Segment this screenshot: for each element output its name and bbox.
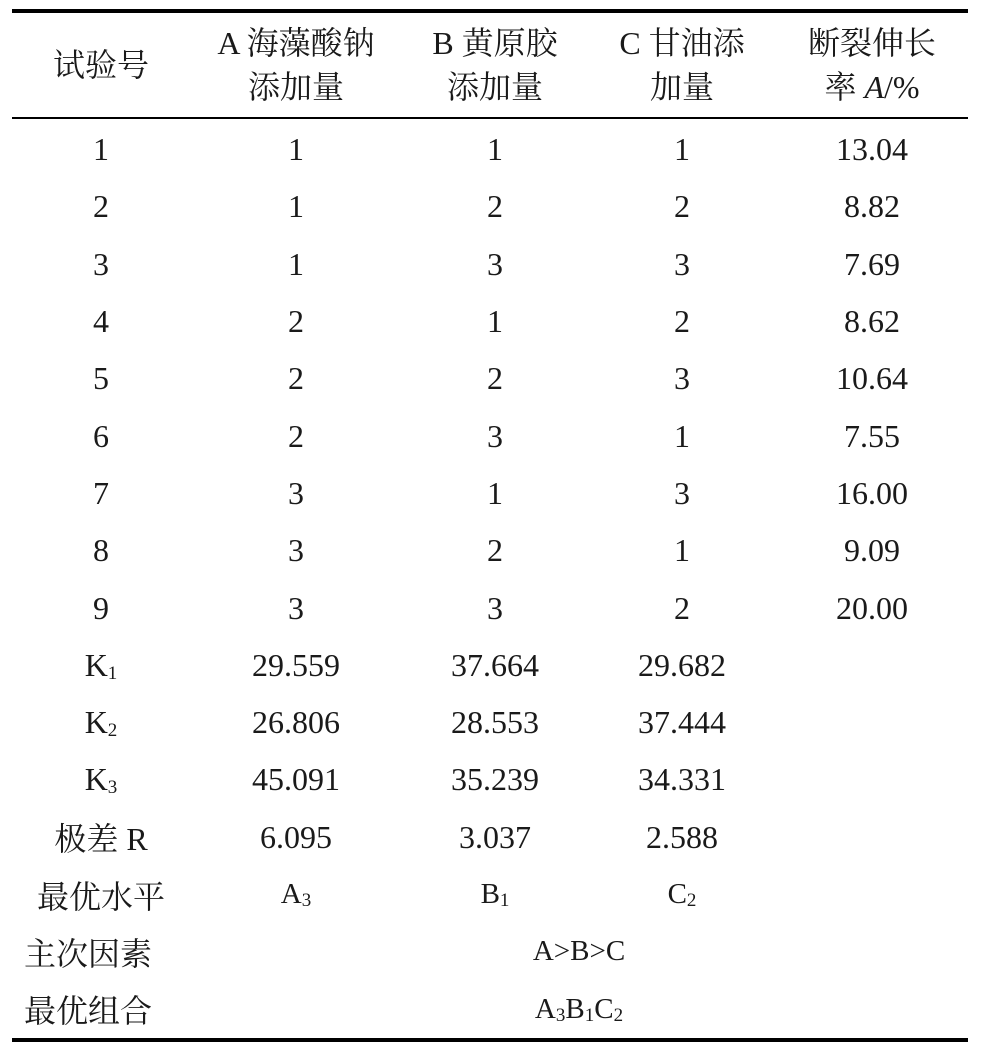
factor-b-cell: 2: [487, 360, 503, 397]
factor-a-cell: 1: [288, 131, 304, 168]
factor-a-cell: 3: [288, 532, 304, 569]
optimal-combo-row: [12, 980, 968, 1039]
table-row: [12, 293, 968, 350]
factor-b-cell: 1: [487, 474, 503, 511]
table-row: [12, 465, 968, 522]
elongation-cell: 20.00: [836, 589, 908, 626]
header-row: [12, 11, 968, 118]
k-row: [12, 637, 968, 694]
k-row: [12, 751, 968, 808]
header-factor-c: C 甘油添 加量: [619, 25, 745, 105]
elongation-cell: 9.09: [844, 532, 900, 569]
trial-no-cell: 4: [93, 303, 109, 340]
header-factor-a: A 海藻酸钠 添加量: [217, 25, 375, 105]
factor-c-cell: 3: [674, 360, 690, 397]
table-row: [12, 579, 968, 636]
header-elongation: 断裂伸长 率 A/%: [807, 25, 936, 105]
orthogonal-test-table: [12, 9, 968, 1042]
k-b-cell: 28.553: [451, 704, 539, 741]
factor-a-cell: 2: [288, 360, 304, 397]
factor-order-row: [12, 923, 968, 980]
k-label-cell: $K_3$: [84, 761, 118, 799]
factor-c-cell: 3: [674, 474, 690, 511]
k-row: [12, 694, 968, 751]
k-c-cell: 29.682: [638, 646, 726, 683]
factor-c-cell: 3: [674, 245, 690, 282]
optimal-level-row: [12, 866, 968, 923]
factor-c-cell: 1: [674, 532, 690, 569]
elongation-cell: 8.82: [844, 188, 900, 225]
factor-c-cell: 2: [674, 303, 690, 340]
table-row: [12, 178, 968, 235]
trial-no-cell: 2: [93, 188, 109, 225]
range-b-cell: 3.037: [459, 818, 531, 855]
trial-no-cell: 1: [93, 131, 109, 168]
optimal-combo-label-cell: 最优组合: [24, 993, 153, 1030]
factor-a-cell: 1: [288, 188, 304, 225]
k-b-cell: 35.239: [451, 761, 539, 798]
factor-c-cell: 2: [674, 188, 690, 225]
optimal-level-a-cell: $A_3$: [280, 878, 312, 911]
empty-cell: [776, 809, 968, 866]
k-a-cell: 29.559: [252, 646, 340, 683]
range-row: [12, 809, 968, 866]
range-label-cell: 极差 R: [54, 821, 148, 858]
trial-no-cell: 5: [93, 360, 109, 397]
k-label-cell: $K_1$: [84, 646, 118, 684]
elongation-cell: 7.55: [844, 417, 900, 454]
k-a-cell: 45.091: [252, 761, 340, 798]
factor-a-cell: 3: [288, 474, 304, 511]
empty-cell: [776, 751, 968, 808]
header-factor-b: B 黄原胶 添加量: [432, 25, 558, 105]
factor-c-cell: 2: [674, 589, 690, 626]
optimal-combo-value-cell: $A_3B_1C_2$: [534, 992, 624, 1026]
k-label-cell: $K_2$: [84, 704, 118, 742]
factor-b-cell: 3: [487, 417, 503, 454]
factor-a-cell: 2: [288, 303, 304, 340]
table-row: [12, 236, 968, 293]
table-row: [12, 407, 968, 464]
trial-no-cell: 9: [93, 589, 109, 626]
trial-no-cell: 3: [93, 245, 109, 282]
optimal-level-b-cell: $B_1$: [480, 878, 510, 911]
factor-a-cell: 1: [288, 245, 304, 282]
table-row: [12, 522, 968, 579]
factor-b-cell: 1: [487, 131, 503, 168]
elongation-cell: 8.62: [844, 303, 900, 340]
factor-c-cell: 1: [674, 417, 690, 454]
range-c-cell: 2.588: [646, 818, 718, 855]
table-row: [12, 118, 968, 178]
factor-b-cell: 2: [487, 188, 503, 225]
k-b-cell: 37.664: [451, 646, 539, 683]
elongation-cell: 7.69: [844, 245, 900, 282]
factor-b-cell: 2: [487, 532, 503, 569]
table-row: [12, 350, 968, 407]
header-trial-no: 试验号: [52, 47, 149, 83]
factor-c-cell: 1: [674, 131, 690, 168]
k-c-cell: 34.331: [638, 761, 726, 798]
optimal-level-c-cell: $C_2$: [667, 878, 697, 911]
empty-cell: [776, 866, 968, 923]
range-a-cell: 6.095: [260, 818, 332, 855]
elongation-cell: 13.04: [836, 131, 908, 168]
elongation-cell: 16.00: [836, 474, 908, 511]
k-a-cell: 26.806: [252, 704, 340, 741]
factor-order-label-cell: 主次因素: [24, 935, 153, 972]
trial-no-cell: 6: [93, 417, 109, 454]
elongation-cell: 10.64: [836, 360, 908, 397]
factor-a-cell: 2: [288, 417, 304, 454]
factor-b-cell: 3: [487, 245, 503, 282]
k-c-cell: 37.444: [638, 704, 726, 741]
factor-order-value-cell: A>B>C: [532, 935, 626, 968]
optimal-level-label-cell: 最优水平: [36, 878, 165, 915]
factor-a-cell: 3: [288, 589, 304, 626]
empty-cell: [776, 694, 968, 751]
factor-b-cell: 3: [487, 589, 503, 626]
trial-no-cell: 8: [93, 532, 109, 569]
factor-b-cell: 1: [487, 303, 503, 340]
trial-no-cell: 7: [93, 474, 109, 511]
empty-cell: [776, 637, 968, 694]
